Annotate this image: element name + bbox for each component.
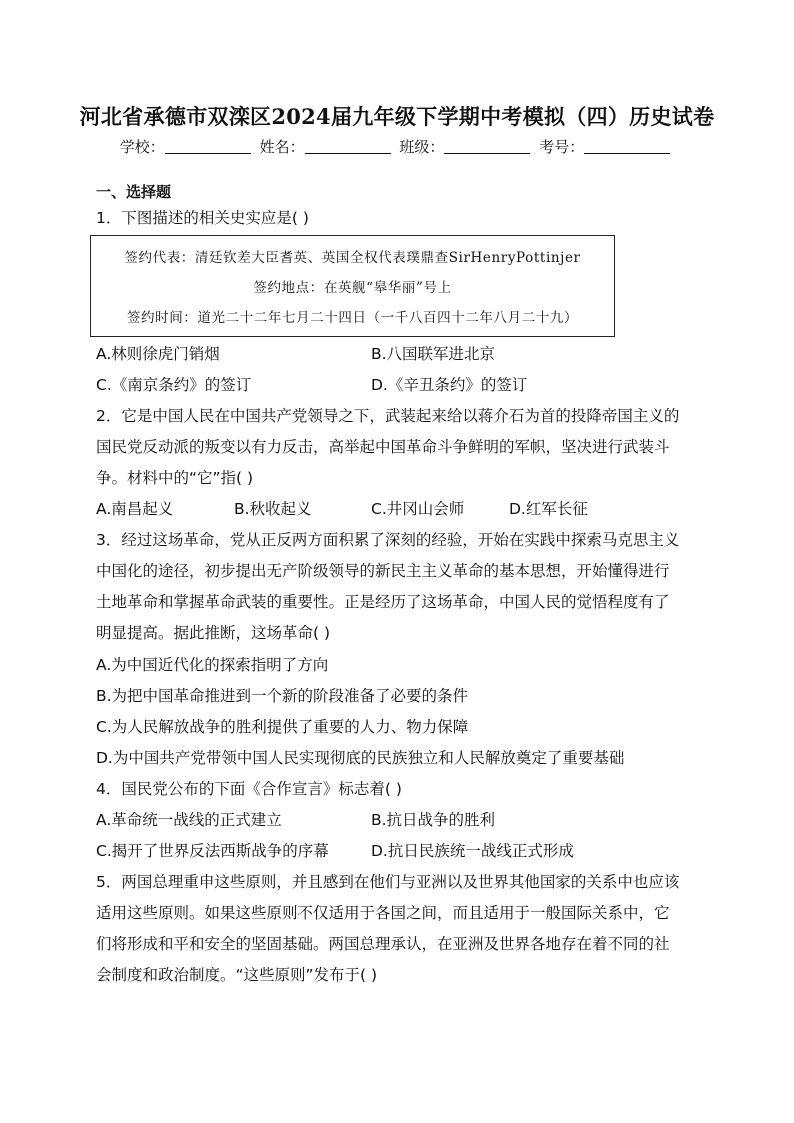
q5-line-3: 们将形成和平和安全的坚固基础。两国总理承认，在亚洲及世界各地存在着不同的社 bbox=[96, 935, 670, 953]
q1-option-d[interactable]: D.《辛丑条约》的签订 bbox=[371, 376, 528, 394]
school-blank[interactable] bbox=[165, 139, 251, 154]
class-blank[interactable] bbox=[444, 139, 530, 154]
q3-option-c[interactable]: C.为人民解放战争的胜利提供了重要的人力、物力保障 bbox=[96, 718, 469, 736]
q1-option-c[interactable]: C.《南京条约》的签订 bbox=[96, 376, 252, 394]
school-label: 学校： bbox=[119, 138, 165, 156]
exam-number-blank[interactable] bbox=[584, 139, 670, 154]
q1-option-a[interactable]: A.林则徐虎门销烟 bbox=[96, 345, 220, 363]
q3-line-1: 3．经过这场革命，党从正反两方面积累了深刻的经验，开始在实践中探索马克思主义 bbox=[96, 531, 680, 549]
q4-option-a[interactable]: A.革命统一战线的正式建立 bbox=[96, 811, 282, 829]
q3-option-b[interactable]: B.为把中国革命推进到一个新的阶段准备了必要的条件 bbox=[96, 687, 469, 705]
q4-option-b[interactable]: B.抗日战争的胜利 bbox=[371, 811, 496, 829]
q5-line-1: 5．两国总理重申这些原则，并且感到在他们与亚洲以及世界其他国家的关系中也应该 bbox=[96, 873, 680, 891]
q2-option-a[interactable]: A.南昌起义 bbox=[96, 500, 174, 518]
q2-line-2: 国民党反动派的叛变以有力反击，高举起中国革命斗争鲜明的军帜，坚决进行武装斗 bbox=[96, 438, 670, 456]
q2-option-b[interactable]: B.秋收起义 bbox=[234, 500, 312, 518]
q5-line-4: 会制度和政治制度。“这些原则”发布于( ) bbox=[96, 966, 378, 984]
q1-box-line-1: 签约代表：清廷钦差大臣耆英、英国全权代表璞鼎查SirHenryPottinjer bbox=[124, 250, 581, 266]
q4-stem: 4．国民党公布的下面《合作宣言》标志着( ) bbox=[96, 780, 402, 798]
name-label: 姓名： bbox=[259, 138, 305, 156]
q1-material-box bbox=[90, 235, 615, 337]
q3-line-2: 中国化的途径，初步提出无产阶级领导的新民主主义革命的基本思想，开始懂得进行 bbox=[96, 562, 670, 580]
q4-option-c[interactable]: C.揭开了世界反法西斯战争的序幕 bbox=[96, 842, 329, 860]
q3-line-4: 明显提高。据此推断，这场革命( ) bbox=[96, 624, 331, 642]
q3-line-3: 土地革命和掌握革命武装的重要性。正是经历了这场革命，中国人民的觉悟程度有了 bbox=[96, 593, 670, 611]
q2-line-1: 2．它是中国人民在中国共产党领导之下，武装起来给以蒋介石为首的投降帝国主义的 bbox=[96, 407, 680, 425]
q2-line-3: 争。材料中的“它”指( ) bbox=[96, 469, 254, 487]
exam-title: 河北省承德市双滦区2024届九年级下学期中考模拟（四）历史试卷 bbox=[79, 104, 715, 129]
q1-option-b[interactable]: B.八国联军进北京 bbox=[371, 345, 496, 363]
section-heading: 一、选择题 bbox=[96, 183, 172, 201]
q1-box-line-2: 签约地点：在英舰“皋华丽”号上 bbox=[253, 280, 452, 296]
class-label: 班级： bbox=[399, 138, 445, 156]
q2-option-d[interactable]: D.红军长征 bbox=[509, 500, 588, 518]
name-blank[interactable] bbox=[305, 139, 391, 154]
q1-stem: 1．下图描述的相关史实应是( ) bbox=[96, 209, 309, 227]
student-info-row bbox=[0, 136, 794, 157]
q4-option-d[interactable]: D.抗日民族统一战线正式形成 bbox=[371, 842, 574, 860]
q3-option-a[interactable]: A.为中国近代化的探索指明了方向 bbox=[96, 656, 329, 674]
q3-option-d[interactable]: D.为中国共产党带领中国人民实现彻底的民族独立和人民解放奠定了重要基础 bbox=[96, 749, 625, 767]
q2-option-c[interactable]: C.井冈山会师 bbox=[371, 500, 465, 518]
exam-number-label: 考号： bbox=[539, 138, 585, 156]
q5-line-2: 适用这些原则。如果这些原则不仅适用于各国之间，而且适用于一般国际关系中，它 bbox=[96, 904, 670, 922]
q1-box-line-3: 签约时间：道光二十二年七月二十四日（一千八百四十二年八月二十九） bbox=[126, 310, 579, 326]
